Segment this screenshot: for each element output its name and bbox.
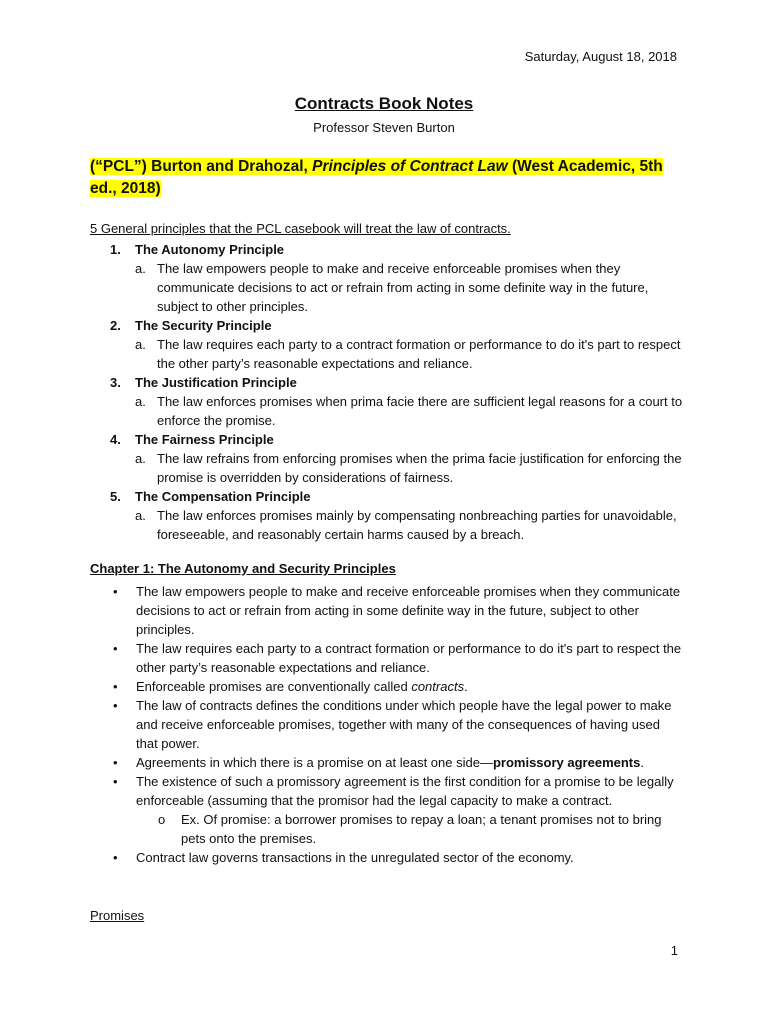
document-title: Contracts Book Notes [294,94,474,113]
principle-number: 2. [110,318,121,333]
principle-detail [110,259,690,316]
sub-bullet-item [110,810,684,848]
bullet-text-prefix: Agreements in which there is a promise on at least one side— [136,755,493,770]
book-citation-highlight [90,158,663,197]
principles-lead: 5 General principles that the PCL casebook will treat the law of contracts. [90,221,511,236]
principle-detail-text: The law enforces promises when prima facie there are sufficient legal reasons for a court to enforce the promise. [157,394,683,428]
bullet-glyph: • [113,850,118,865]
bullet-item [110,848,684,867]
principle-detail-text: The law refrains from enforcing promises when the prima facie justification for enforcing the promise is overridden by considerations of fairness. [157,451,682,485]
bullet-text: The existence of such a promissory agreement is the first condition for a promise to be legally enforceable (assuming that the promisor had the legal capacity to make a contract. [136,774,674,808]
principle-name: The Autonomy Principle [135,242,285,257]
bullet-text: Contract law governs transactions in the unregulated sector of the economy. [136,850,574,865]
principle-detail-text: The law requires each party to a contract formation or performance to do it's part to respect the other party’s reasonable expectations and reliance. [157,337,681,371]
page-number: 1 [670,943,678,958]
principle-number: 4. [110,432,121,447]
sub-bullet-glyph: o [158,812,166,827]
principle-name: The Compensation Principle [135,489,311,504]
bullet-item [110,696,684,753]
principle-item [110,373,690,392]
book-citation [90,156,680,200]
bullet-text-prefix: Enforceable promises are conventionally called [136,679,412,694]
principle-detail [110,335,690,373]
bullet-glyph: • [113,679,118,694]
chapter-heading: Chapter 1: The Autonomy and Security Principles [90,561,396,576]
book-citation-title: Principles of Contract Law [312,158,508,175]
bullet-item [110,677,684,696]
bullet-item [110,772,684,810]
principle-name: The Fairness Principle [135,432,274,447]
bullet-text-suffix: . [464,679,468,694]
principle-detail [110,392,690,430]
principle-item [110,316,690,335]
principle-detail-letter: a. [135,451,146,466]
book-citation-prefix: (“PCL”) Burton and Drahozal, [90,158,313,175]
bullet-glyph: • [113,698,118,713]
document-subtitle: Professor Steven Burton [313,120,455,135]
bullet-text: The law requires each party to a contract formation or performance to do it's part to respect the other party’s reasonable expectations and reliance. [136,641,682,675]
principle-name: The Justification Principle [135,375,297,390]
principle-detail-letter: a. [135,394,146,409]
principle-detail-text: The law enforces promises mainly by compensating nonbreaching parties for unavoidable, foreseeable, and reasonably certain harms caused by a breach. [157,508,677,542]
principle-item [110,240,690,259]
bullet-glyph: • [113,584,118,599]
chapter-bullet-list [110,582,684,867]
bullet-item [110,753,684,772]
document-date: Saturday, August 18, 2018 [524,49,677,64]
bullet-glyph: • [113,755,118,770]
principle-detail-text: The law empowers people to make and receive enforceable promises when they communicate decisions to act or refrain from acting in some definite way in the future, subject to other principles. [157,261,649,314]
section-heading-promises: Promises [90,908,145,923]
book-citation-suffix: (West Academic, 5th ed., 2018) [90,158,663,197]
sub-bullet-text: Ex. Of promise: a borrower promises to repay a loan; a tenant promises not to bring pets onto the premises. [181,812,662,846]
bullet-text-suffix: . [640,755,644,770]
bullet-text: The law of contracts defines the conditions under which people have the legal power to make and receive enforceable promises, together with many of the consequences of having used that power. [136,698,672,751]
bullet-item [110,639,684,677]
principle-detail [110,449,690,487]
bullet-item [110,582,684,639]
principle-number: 5. [110,489,121,504]
principle-item [110,487,690,506]
principle-number: 3. [110,375,121,390]
bullet-glyph: • [113,774,118,789]
bullet-glyph: • [113,641,118,656]
bullet-text-bold: promissory agreements [492,755,641,770]
principle-detail-letter: a. [135,337,146,352]
principle-item [110,430,690,449]
principle-number: 1. [110,242,121,257]
bullet-text-emphasis: contracts [411,679,465,694]
principle-detail-letter: a. [135,508,146,523]
principle-name: The Security Principle [135,318,272,333]
principles-list [110,240,690,544]
principle-detail-letter: a. [135,261,146,276]
principle-detail [110,506,690,544]
bullet-text: The law empowers people to make and receive enforceable promises when they communicate decisions to act or refrain from acting in some definite way in the future, subject to other principles. [136,584,681,637]
